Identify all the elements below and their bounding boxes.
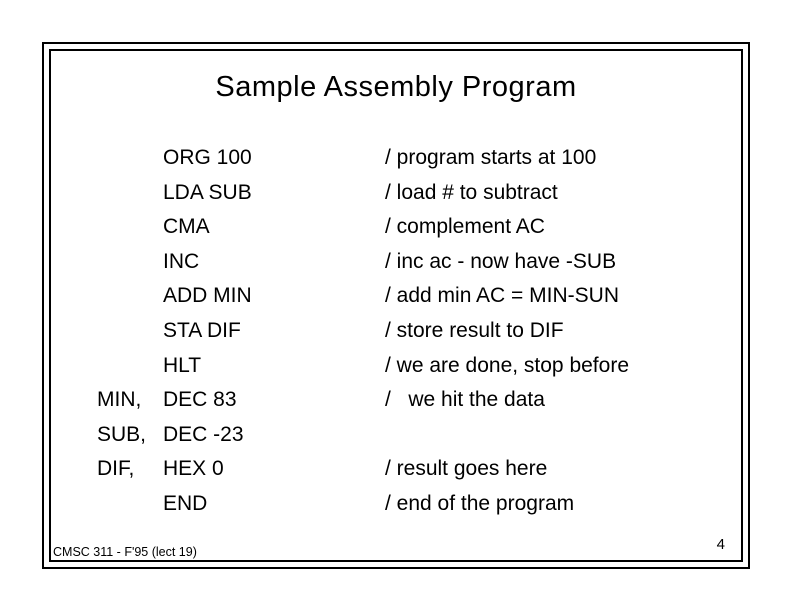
instruction-cell: ORG 100 — [163, 146, 252, 169]
label-cell — [97, 487, 163, 522]
code-row — [97, 314, 733, 349]
label-cell — [97, 141, 163, 176]
comment-cell: / we are done, stop before — [385, 353, 629, 377]
instruction-cell: DEC 83 — [163, 388, 237, 412]
label-cell: DIF, — [97, 457, 135, 481]
code-row — [97, 176, 733, 211]
comment-cell: / store result to DIF — [385, 318, 564, 342]
label-cell: SUB, — [97, 422, 147, 446]
code-row — [97, 349, 733, 384]
label-cell — [97, 314, 163, 349]
instruction-cell: CMA — [163, 215, 210, 239]
instruction-cell: INC — [163, 249, 200, 273]
instruction-cell: STA DIF — [163, 318, 241, 342]
label-cell — [97, 349, 163, 384]
instruction-cell: END — [163, 491, 208, 515]
code-row — [97, 383, 733, 418]
comment-cell: / inc ac - now have -SUB — [385, 249, 617, 273]
program-listing — [97, 141, 733, 522]
slide-outer-frame — [42, 42, 750, 569]
code-row — [97, 141, 733, 176]
label-cell — [97, 176, 163, 211]
label-cell — [97, 210, 163, 245]
slide-title: Sample Assembly Program — [215, 71, 577, 103]
comment-cell: / result goes here — [385, 457, 548, 481]
comment-cell — [385, 418, 733, 453]
comment-cell: / add min AC = MIN-SUN — [385, 284, 619, 308]
comment-cell: / we hit the data — [385, 388, 545, 412]
label-cell — [97, 279, 163, 314]
code-row — [97, 245, 733, 280]
comment-cell: / load # to subtract — [385, 180, 558, 204]
footer-course-label: CMSC 311 - F'95 (lect 19) — [53, 545, 197, 559]
code-row — [97, 210, 733, 245]
code-row — [97, 418, 733, 453]
instruction-cell: HEX 0 — [163, 457, 224, 481]
comment-cell: / complement AC — [385, 215, 545, 239]
instruction-cell: DEC -23 — [163, 422, 244, 446]
code-row — [97, 487, 733, 522]
label-cell — [97, 245, 163, 280]
instruction-cell: LDA SUB — [163, 180, 252, 204]
label-cell: MIN, — [97, 388, 142, 412]
page-number: 4 — [716, 536, 725, 553]
instruction-cell: ADD MIN — [163, 284, 252, 308]
slide-inner-frame — [49, 49, 743, 562]
comment-cell: / program starts at 100 — [385, 146, 597, 169]
comment-cell: / end of the program — [385, 491, 575, 515]
code-row — [97, 279, 733, 314]
instruction-cell: HLT — [163, 353, 202, 377]
code-row — [97, 452, 733, 487]
